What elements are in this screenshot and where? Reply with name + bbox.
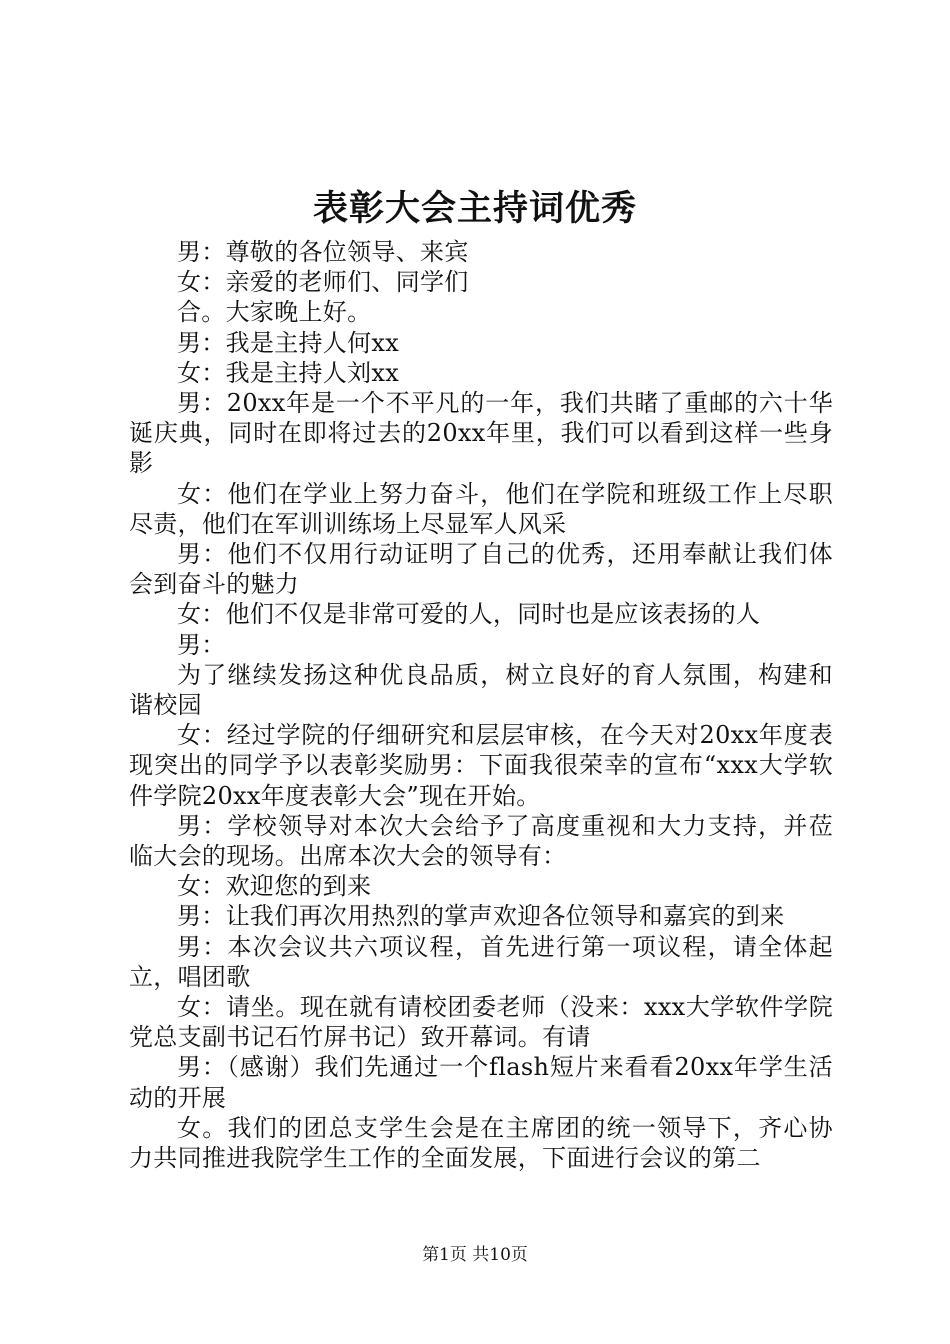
paragraph: 女：经过学院的仔细研究和层层审核，在今天对20xx年度表现突出的同学予以表彰奖励男：下面我很荣幸的宣布“xxx大学软件学院20xx年度表彰大会”现在开始。 xyxy=(129,721,833,810)
paragraph: 女：他们不仅是非常可爱的人，同时也是应该表扬的人 xyxy=(177,600,761,629)
paragraph: 男：尊敬的各位领导、来宾 xyxy=(177,238,469,266)
paragraph: 男：他们不仅用行动证明了自己的优秀，还用奉献让我们体会到奋斗的魅力 xyxy=(129,540,833,599)
paragraph: 男：20xx年是一个不平凡的一年，我们共睹了重邮的六十华诞庆典，同时在即将过去的20xx年里，我们可以看到这样一些身影 xyxy=(129,389,833,478)
paragraph: 男：让我们再次用热烈的掌声欢迎各位领导和嘉宾的到来 xyxy=(177,902,785,931)
paragraph: 合。大家晚上好。 xyxy=(177,298,372,327)
paragraph: 女：亲爱的老师们、同学们 xyxy=(177,268,469,297)
paragraph: 女：请坐。现在就有请校团委老师（没来：xxx大学软件学院党总支副书记石竹屏书记）致开幕词。有请 xyxy=(129,993,833,1052)
paragraph: 男：本次会议共六项议程，首先进行第一项议程，请全体起立，唱团歌 xyxy=(129,932,833,991)
page-number-footer: 第1页 共10页 xyxy=(422,1245,528,1265)
paragraph: 男： xyxy=(177,630,226,659)
paragraph: 女。我们的团总支学生会是在主席团的统一领导下，齐心协力共同推进我院学生工作的全面发展，下面进行会议的第二 xyxy=(129,1113,833,1173)
document-title: 表彰大会主持词优秀 xyxy=(312,188,637,229)
paragraph: 女：欢迎您的到来 xyxy=(177,872,372,901)
document-body xyxy=(129,237,833,1173)
paragraph: 为了继续发扬这种优良品质，树立良好的育人氛围，构建和谐校园 xyxy=(129,660,833,720)
paragraph: 男：我是主持人何xx xyxy=(177,328,400,357)
paragraph: 男：学校领导对本次大会给予了高度重视和大力支持，并莅临大会的现场。出席本次大会的领导有： xyxy=(129,811,833,871)
paragraph: 男：（感谢）我们先通过一个flash短片来看看20xx年学生活动的开展 xyxy=(129,1053,833,1112)
paragraph: 女：他们在学业上努力奋斗，他们在学院和班级工作上尽职尽责，他们在军训训练场上尽显军人风采 xyxy=(129,479,833,538)
paragraph: 女：我是主持人刘xx xyxy=(177,358,400,387)
